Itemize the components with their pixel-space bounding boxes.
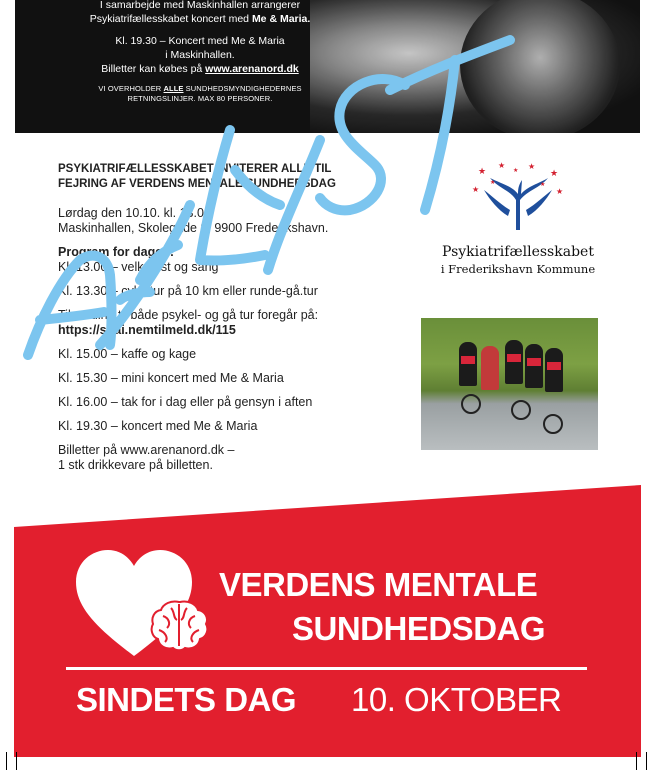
concert-line-4: i Maskinhallen. — [165, 49, 235, 61]
svg-text:★: ★ — [490, 180, 496, 186]
tickets-text: Billetter kan købes på — [101, 63, 206, 75]
artist-face — [460, 0, 620, 133]
headline-line-1: PSYKIATRIFÆLLESSKABET INVITERER ALLE TIL — [58, 163, 332, 175]
rider — [481, 346, 499, 390]
svg-text:★: ★ — [472, 185, 480, 194]
program-text — [58, 162, 398, 473]
concert-line-2 — [55, 12, 345, 26]
rider-vest — [461, 356, 475, 364]
svg-text:★: ★ — [478, 166, 487, 176]
program-item-3: Kl. 15.00 – kaffe og kage — [58, 347, 197, 361]
concert-line-3: Kl. 19.30 – Koncert med Me & Maria — [115, 35, 285, 47]
bike-wheel — [543, 414, 563, 434]
event-date: Lørdag den 10.10. kl. 13.00 — [58, 206, 211, 220]
logo-subtitle: i Frederikshavn Kommune — [440, 262, 596, 276]
banner-date: 10. OKTOBER — [351, 681, 562, 718]
crop-mark — [16, 752, 17, 770]
svg-text:★: ★ — [556, 187, 564, 196]
concert-line-1: I samarbejde med Maskinhallen arrangerer — [99, 0, 301, 11]
crop-mark — [646, 752, 647, 770]
program-item-2: Kl. 13.30 – cykeltur på 10 km eller runde-gå.tur — [58, 284, 318, 298]
banner-sindets-dag: SINDETS DAG — [76, 681, 297, 718]
headline-line-2: FEJRING AF VERDENS MENTALE SUNDHEDSDAG — [58, 178, 336, 190]
guidelines-c: SUNDHEDSMYNDIGHEDERNES — [183, 84, 302, 93]
program-title: Program for dagen: — [58, 245, 174, 259]
concert-line-2-text: Psykiatrifællesskabet koncert med — [89, 13, 252, 25]
program-item-1: Kl. 13.00 – velkomst og sang — [58, 260, 219, 274]
rider — [459, 342, 477, 386]
banner-title-line-1: VERDENS MENTALE — [219, 566, 538, 603]
guidelines-all: ALLE — [163, 84, 184, 93]
svg-text:★: ★ — [540, 182, 546, 188]
crop-mark — [636, 752, 637, 770]
rider-vest — [527, 358, 541, 366]
banner-title-line-2: SUNDHEDSDAG — [292, 610, 546, 647]
tickets-line-1: Billetter på www.arenanord.dk – — [58, 443, 235, 457]
crop-mark — [6, 752, 7, 770]
svg-text:★: ★ — [550, 168, 559, 178]
bike-wheel — [511, 400, 531, 420]
program-item-4: Kl. 15.30 – mini koncert med Me & Maria — [58, 371, 284, 385]
signup-text: Tilmelding til både psykel- og gå tur foregår på: — [58, 308, 319, 322]
concert-artist: Me & Maria. — [251, 13, 311, 25]
program-item-6: Kl. 19.30 – koncert med Me & Maria — [58, 419, 258, 433]
concert-info — [55, 0, 345, 104]
rider-vest — [507, 354, 521, 362]
artists-photo — [310, 0, 640, 133]
bike-wheel — [461, 394, 481, 414]
banner-divider — [66, 667, 587, 670]
cyclists-photo — [421, 318, 598, 450]
concert-line-5 — [55, 62, 345, 76]
svg-text:★: ★ — [528, 162, 536, 171]
svg-text:★: ★ — [513, 168, 519, 174]
invitation-headline — [58, 162, 398, 192]
svg-text:★: ★ — [498, 161, 506, 170]
event-address: Maskinhallen, Skolegade 8, 9900 Frederikshavn. — [58, 221, 329, 235]
tree-hands-icon — [468, 160, 568, 230]
tickets-line-2: 1 stk drikkevare på billetten. — [58, 458, 213, 472]
guidelines-line-2: RETNINGSLINJER. MAX 80 PERSONER. — [127, 94, 273, 103]
rider — [505, 340, 523, 384]
brain-icon — [149, 598, 211, 654]
concert-banner — [15, 0, 640, 133]
rider-vest — [547, 362, 561, 370]
organisation-logo — [418, 160, 618, 276]
rider — [525, 344, 543, 388]
program-item-5: Kl. 16.00 – tak for i dag eller på gensyn i aften — [58, 395, 313, 409]
logo-name: Psykiatrifællesskabet — [442, 244, 594, 260]
guidelines-line-1 — [55, 84, 345, 94]
rider — [545, 348, 563, 392]
tickets-link[interactable]: www.arenanord.dk — [205, 63, 299, 75]
guidelines-a: VI OVERHOLDER — [98, 84, 164, 93]
signup-url[interactable]: https://sdai.nemtilmeld.dk/115 — [58, 323, 236, 337]
